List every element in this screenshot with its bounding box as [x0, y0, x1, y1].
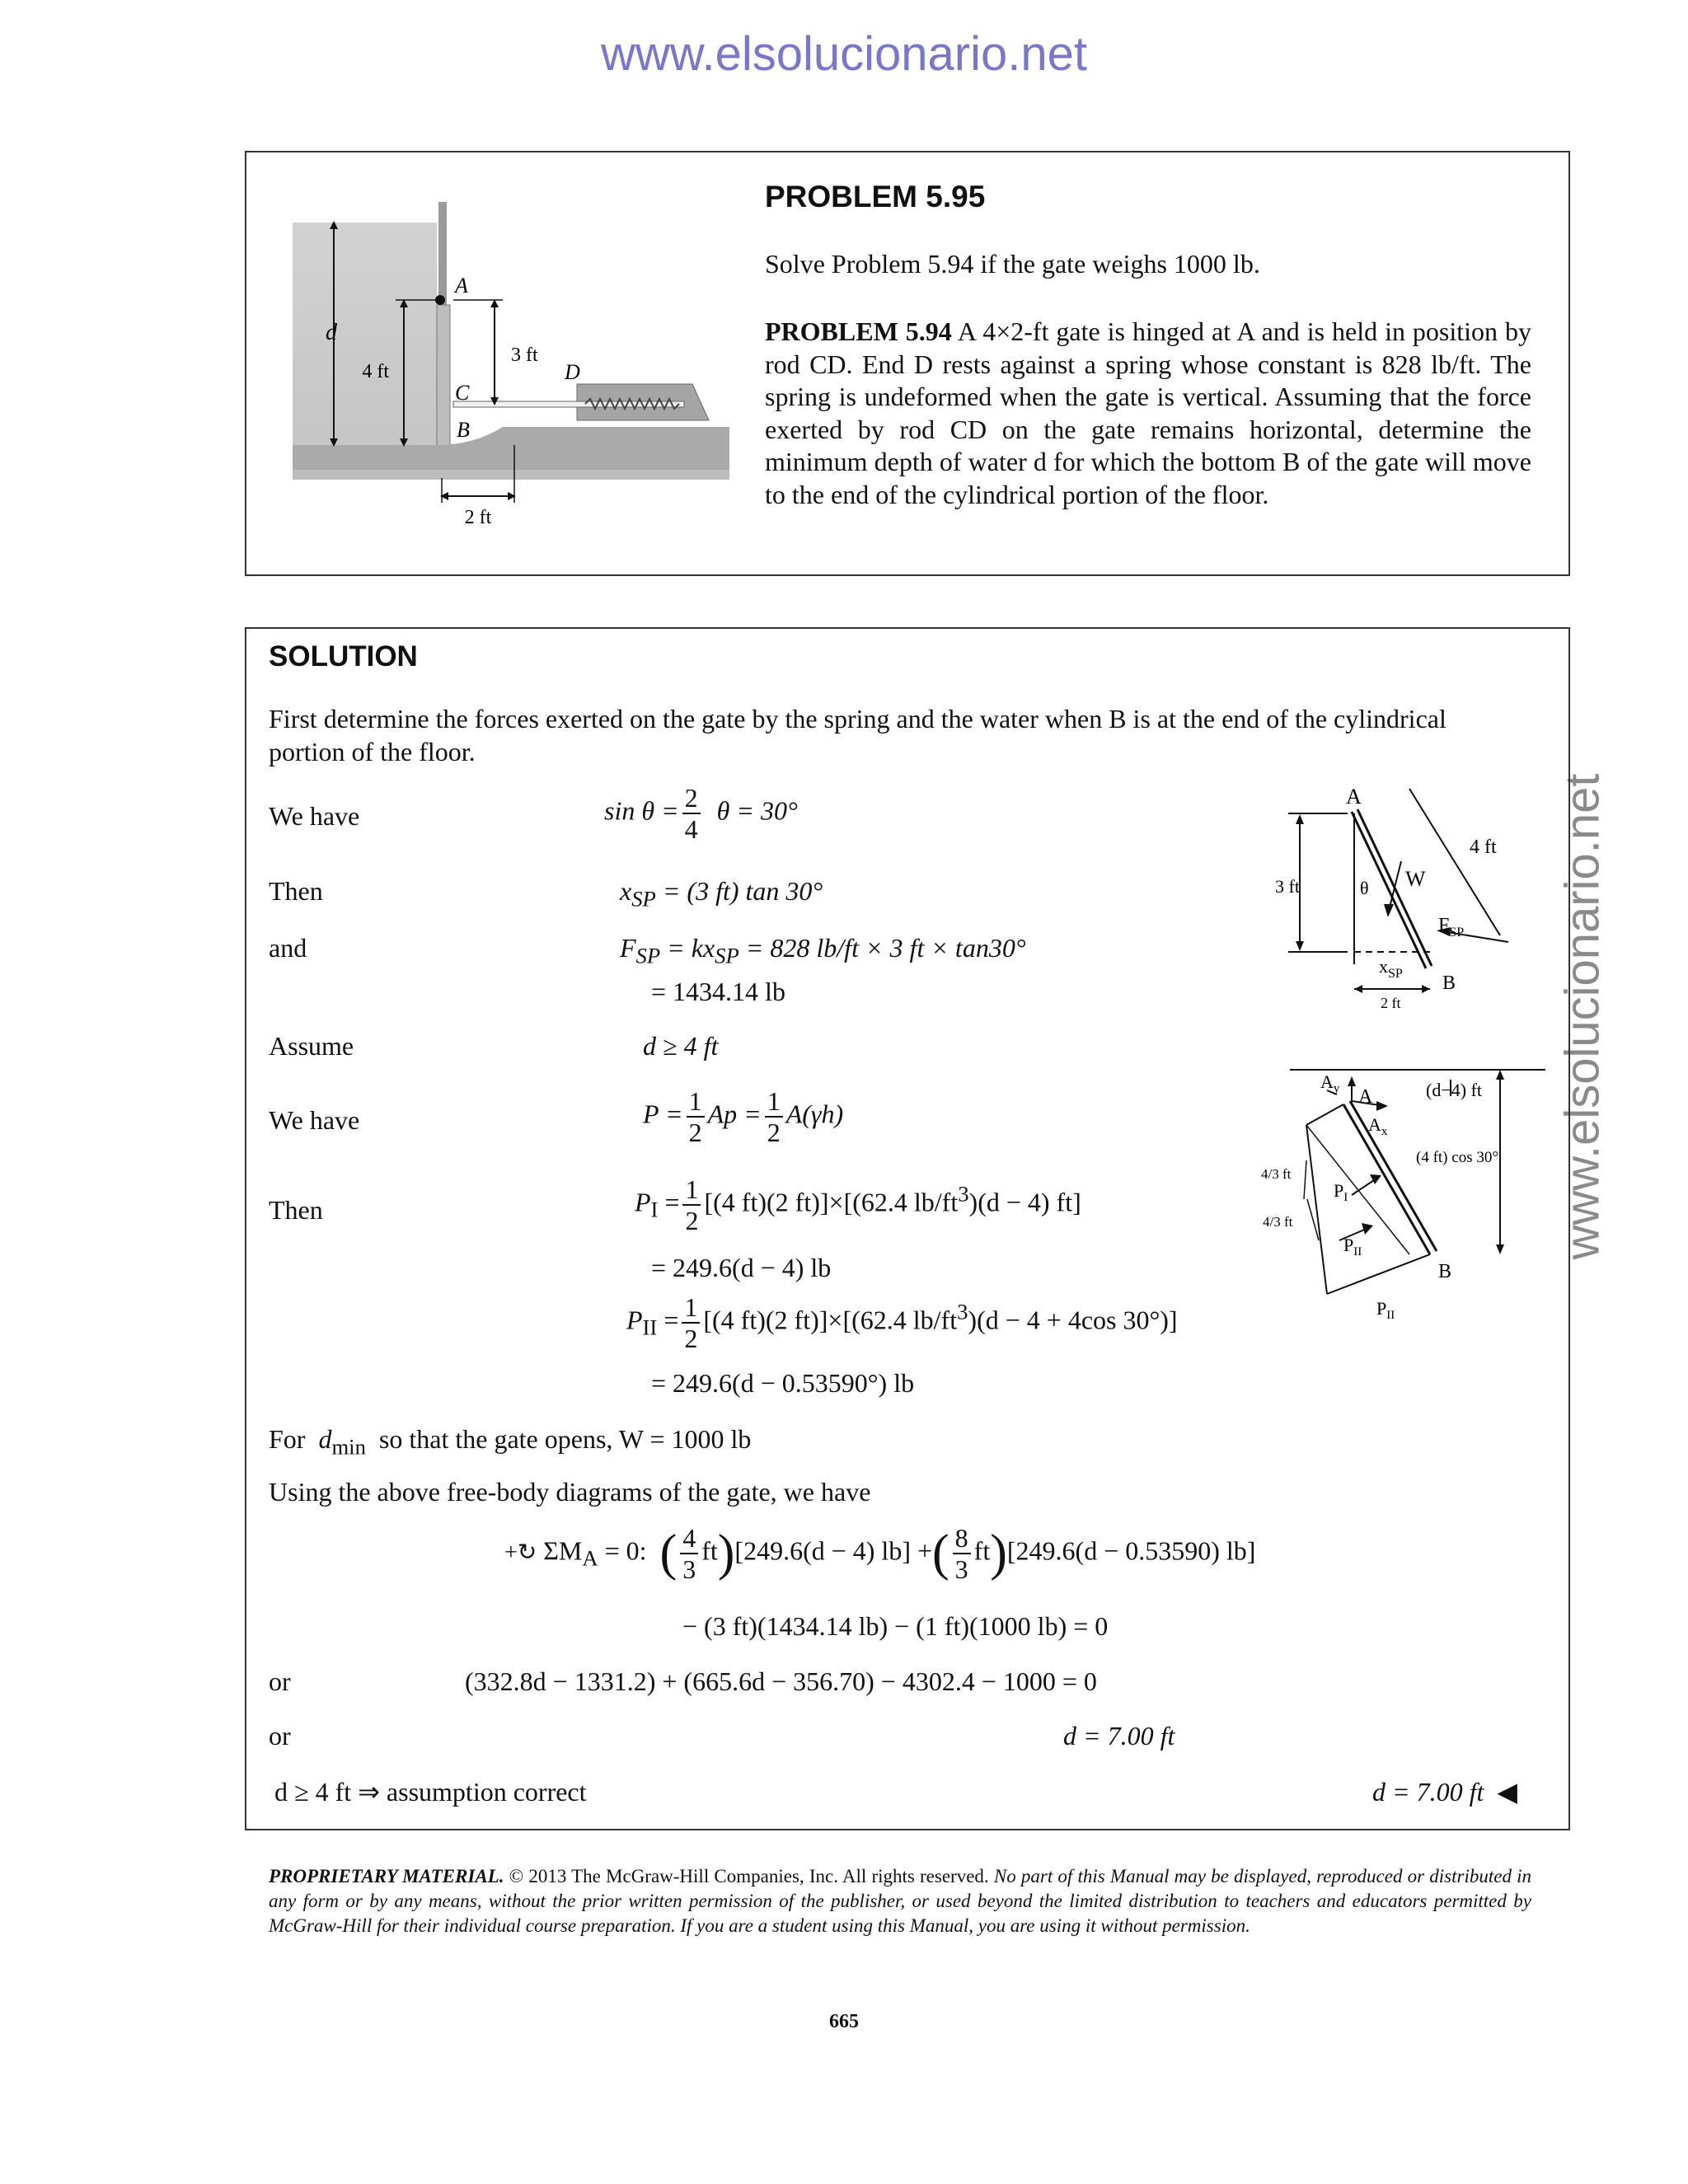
fig-label-b: B [457, 418, 470, 442]
water-region [293, 223, 437, 474]
svg-text:A: A [1346, 785, 1362, 808]
svg-text:(d−4) ft: (d−4) ft [1426, 1080, 1482, 1100]
eq-p1: $P_I$ = $\frac{1}{2}$ [(4 ft)(2 ft)]×[(62.4 $lb/ft^3)(d - 4)$ ft] [635, 1174, 1081, 1235]
eq-or1: (332.8d − 1331.2) + (665.6d − 356.70) − 4302.4 − 1000 = 0 [465, 1666, 1097, 1696]
problem-figure [288, 198, 734, 544]
problem-title: PROBLEM 5.95 [765, 180, 986, 213]
watermark-side[interactable]: www.elsolucionario.net [1555, 773, 1610, 1260]
label-we-have: We have [269, 801, 360, 831]
fig-label-4ft: 4 ft [362, 361, 389, 382]
eq-fsp-result: = 1434.14 lb [651, 977, 785, 1006]
fig-label-3ft: 3 ft [511, 344, 538, 366]
svg-text:4/3 ft: 4/3 ft [1261, 1166, 1292, 1182]
eq-p: P = $\frac{1}{2}$ Ap = $\frac{1}{2}$ A(γh) [643, 1086, 844, 1147]
eq-fsp: $F_{SP} = kx_{SP} = 828$ lb/ft × 3 ft × tan30° [620, 933, 1026, 968]
eq-sin-frac: $\frac{2}{4}$ [682, 783, 701, 844]
final-answer: d = 7.00 ft ◀ [1372, 1777, 1517, 1807]
svg-text:B: B [1442, 972, 1456, 994]
label-or-1: or [269, 1666, 291, 1696]
svg-text:3 ft: 3 ft [1275, 876, 1300, 897]
label-then-2: Then [269, 1195, 323, 1225]
eq-p1-result: = 249.6(d − 4) lb [651, 1253, 832, 1282]
label-we-have-2: We have [269, 1105, 360, 1135]
problem-statement: Solve Problem 5.94 if the gate weighs 1000 lb. [765, 249, 1260, 279]
svg-text:4/3 ft: 4/3 ft [1263, 1214, 1293, 1230]
svg-text:(4 ft) cos 30°: (4 ft) cos 30° [1416, 1149, 1498, 1166]
svg-text:A: A [1358, 1086, 1373, 1108]
conclusion: d ≥ 4 ft ⇒ assumption correct [274, 1777, 587, 1807]
eq-sin-text: sin θ = [604, 795, 679, 826]
problem-reference [765, 316, 1531, 511]
fbd-gate-spring [1273, 779, 1545, 1010]
solution-intro: First determine the forces exerted on the gate by the spring and the water when B is at the end of the cylindrical portion of the floor. [269, 704, 1447, 766]
watermark-top[interactable]: www.elsolucionario.net [601, 27, 1087, 81]
fig-label-2ft: 2 ft [464, 507, 492, 528]
svg-text:W: W [1405, 867, 1426, 891]
eq-moment-line2: − (3 ft)(1434.14 lb) − (1 ft)(1000 lb) = 0 [682, 1611, 1109, 1641]
eq-xsp: $x_{SP} = (3$ ft) tan 30° [620, 876, 823, 912]
svg-text:4 ft: 4 ft [1470, 837, 1497, 858]
using-text: Using the above free-body diagrams of the gate, we have [269, 1477, 871, 1507]
svg-text:PI: $P_I$ [1334, 1180, 1348, 1204]
svg-text:xSP: $x_{SP}$ [1379, 956, 1403, 981]
eq-or2: d = 7.00 ft [1063, 1721, 1175, 1750]
fig-label-a: A [455, 274, 468, 298]
eq-theta: θ = 30° [716, 795, 798, 826]
svg-text:Ay: $A_y$ [1320, 1071, 1340, 1095]
svg-text:FSP: $F_{SP}$ [1438, 915, 1465, 940]
fig-label-d-depth: d [326, 320, 337, 345]
eq-p2: $P_{II}$ = $\frac{1}{2}$ [(4 ft)(2 ft)]×[(62.4 $lb/ft^3)(d - 4 + 4\cos$ 30°)] [626, 1292, 1178, 1353]
svg-text:θ: θ [1360, 878, 1369, 898]
label-assume: Assume [269, 1031, 354, 1061]
floor-base [293, 470, 729, 480]
svg-text:PII: $P_{II}$ [1376, 1298, 1395, 1322]
problem-ref-label: PROBLEM 5.94 [765, 316, 952, 346]
fbd-gate-water [1261, 1063, 1550, 1335]
svg-text:B: B [1438, 1261, 1452, 1282]
rod-cd [453, 401, 684, 407]
for-dmin: For $d_{min}$ so that the gate opens, W = 1000 lb [269, 1424, 752, 1460]
label-and: and [269, 933, 307, 963]
label-then-1: Then [269, 876, 323, 906]
eq-p2-result: = 249.6(d − 0.53590°) lb [651, 1368, 915, 1398]
svg-text:Ax: $A_x$ [1368, 1114, 1388, 1138]
problem-ref-text: A 4×2-ft gate is hinged at A and is held in position by rod CD. End D rests against a spring whose constant is 828 lb/ft. The spring is undeformed when the gate is vertical. Assuming that the force exerted by rod CD on the gate remains horizontal, determine the minimum depth of water d for which the bottom B of the gate will move to the end of the cylindrical portion of the floor. [765, 316, 1532, 509]
fig-label-d: D [565, 360, 580, 384]
eq-assume: d ≥ 4 ft [643, 1031, 719, 1061]
footer-notice: PROPRIETARY MATERIAL. © 2013 The McGraw-Hill Companies, Inc. All rights reserved. No part of this Manual may be displayed, reproduced or distributed in any form or by any means, without the prior written permission of the publisher, or used beyond the limited distribution to teachers and educators permitted by McGraw-Hill for their individual course preparation. If you are a student using this Manual, you are using it without permission. [269, 1866, 1532, 1936]
fig-label-c: C [455, 381, 470, 405]
label-or-2: or [269, 1721, 291, 1750]
eq-moment: +↻ $\Sigma M_A = 0$: ( $\frac{4}{3}$ ft)[249.6(d − 4) lb] +( $\frac{8}{3}$ ft)[249.6(d − 0.53590) lb] [504, 1523, 1256, 1584]
answer-marker-icon: ◀ [1497, 1777, 1517, 1807]
page-number: 665 [829, 2011, 859, 2032]
solution-title: SOLUTION [269, 640, 418, 673]
svg-text:PII: $P_{II}$ [1343, 1235, 1362, 1258]
svg-text:2 ft: 2 ft [1381, 995, 1401, 1010]
eq-sin [604, 783, 798, 844]
